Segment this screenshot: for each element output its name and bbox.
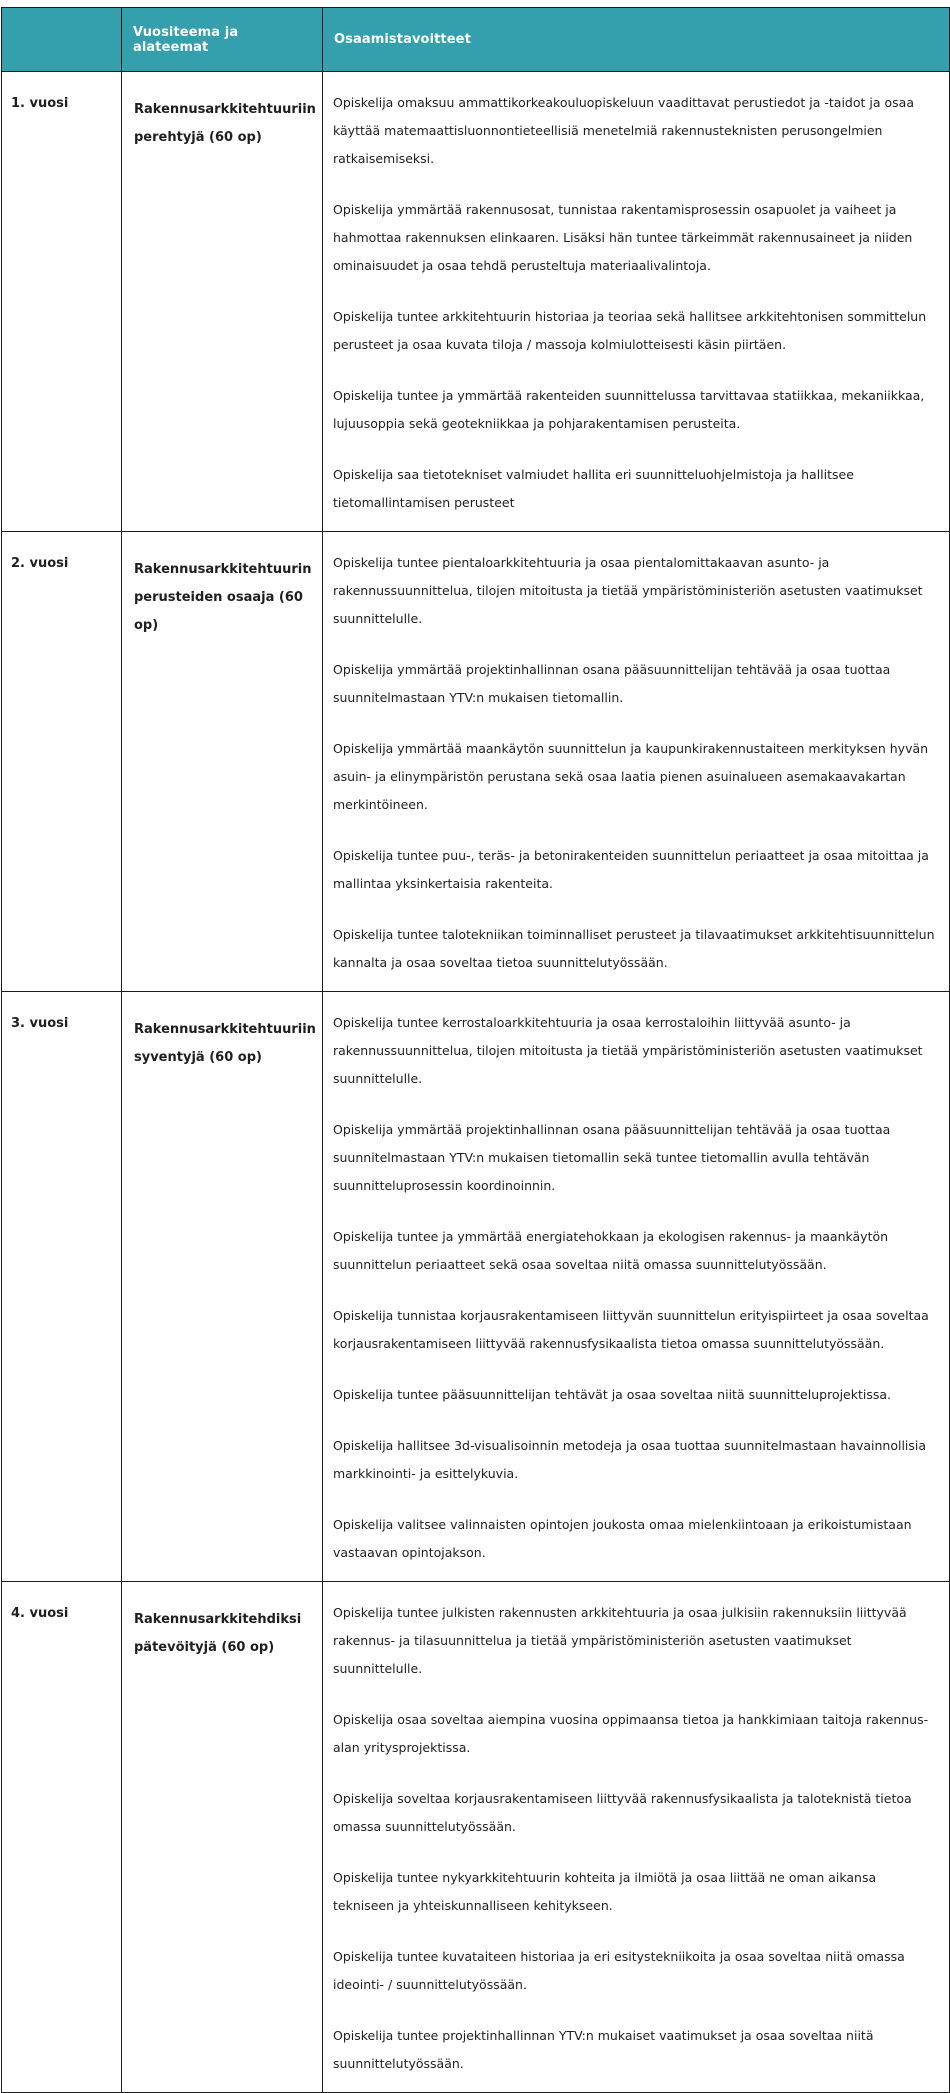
objective-paragraph: Opiskelija saa tietotekniset valmiudet hallita eri suunnitteluohjelmistoja ja hallitsee tietomallintamisen perusteet — [333, 467, 854, 510]
table-row-year-1 — [2, 72, 950, 532]
objective-paragraph: Opiskelija tuntee nykyarkkitehtuurin kohteita ja ilmiötä ja osaa liittää ne oman aikansa tekniseen ja yhteiskunnalliseen kehitykseen. — [333, 1870, 877, 1913]
header-cell-objectives: Osaamistavoitteet — [323, 8, 950, 72]
objective-paragraph: Opiskelija tuntee projektinhallinnan YTV:n mukaiset vaatimukset ja osaa soveltaa niitä suunnittelutyössään. — [333, 2028, 874, 2071]
theme-label: Rakennusarkkitehdiksi pätevöityjä (60 op) — [122, 1582, 323, 2093]
objective-paragraph: Opiskelija tuntee pientaloarkkitehtuuria ja osaa pientalomittakaavan asunto- ja rakennussuunnittelua, tilojen mitoitusta ja tietää ympäristöministeriön asetusten vaatimukset suunnittelulle. — [333, 555, 923, 626]
objective-paragraph: Opiskelija omaksuu ammattikorkeakouluopiskeluun vaadittavat perustiedot ja -taidot ja osaa käyttää matemaattisluonnontieteellisiä menetelmiä rakennusteknisten perusongelmien ratkaisemiseksi. — [333, 95, 914, 166]
year-label: 1. vuosi — [2, 72, 122, 532]
objective-paragraph: Opiskelija osaa soveltaa aiempina vuosina oppimaansa tietoa ja hankkimiaan taitoja rakennus-alan yritysprojektissa. — [333, 1712, 929, 1755]
objective-paragraph: Opiskelija tuntee puu-, teräs- ja betonirakenteiden suunnittelun periaatteet ja osaa mitoittaa ja mallintaa yksinkertaisia rakenteita. — [333, 848, 929, 891]
objective-paragraph: Opiskelija tuntee ja ymmärtää energiatehokkaan ja ekologisen rakennus- ja maankäytön suunnittelun periaatteet sekä osaa soveltaa niitä omassa suunnittelutyössään. — [333, 1229, 889, 1272]
objectives-cell — [323, 992, 950, 1582]
objective-paragraph: Opiskelija tuntee kuvataiteen historiaa ja eri esitystekniikoita ja osaa soveltaa niitä omassa ideointi- / suunnittelutyössään. — [333, 1949, 905, 1992]
theme-label: Rakennusarkkitehtuuriin syventyjä (60 op) — [122, 992, 323, 1582]
table-row-year-4 — [2, 1582, 950, 2093]
curriculum-table — [1, 7, 950, 2093]
objective-paragraph: Opiskelija soveltaa korjausrakentamiseen liittyvää rakennusfysikaalista ja taloteknistä tietoa omassa suunnittelutyössään. — [333, 1791, 912, 1834]
year-label: 2. vuosi — [2, 532, 122, 992]
objective-paragraph: Opiskelija tuntee arkkitehtuurin historiaa ja teoriaa sekä hallitsee arkkitehtonisen sommittelun perusteet ja osaa kuvata tiloja / massoja kolmiulotteisesti käsin piirtäen. — [333, 309, 927, 352]
objectives-cell — [323, 532, 950, 992]
objective-paragraph: Opiskelija ymmärtää maankäytön suunnittelun ja kaupunkirakennustaiteen merkityksen hyvän asuin- ja elinympäristön perustana sekä osaa laatia pienen asuinalueen asemakaavakartan merkintöineen. — [333, 741, 929, 812]
objective-paragraph: Opiskelija tuntee kerrostaloarkkitehtuuria ja osaa kerrostaloihin liittyvää asunto- ja rakennussuunnittelua, tilojen mitoitusta ja tietää ympäristöministeriön asetusten vaatimukset suunnittelulle. — [333, 1015, 923, 1086]
objective-paragraph: Opiskelija ymmärtää projektinhallinnan osana pääsuunnittelijan tehtävää ja osaa tuottaa suunnitelmastaan YTV:n mukaisen tietomallin. — [333, 662, 891, 705]
table-header-row — [2, 8, 950, 72]
objective-paragraph: Opiskelija tuntee julkisten rakennusten arkkitehtuuria ja osaa julkisiin rakennuksiin liittyvää rakennus- ja tilasuunnittelua ja tietää ympäristöministeriön asetusten vaatimukset suunnittelulle. — [333, 1605, 907, 1676]
table-row-year-3 — [2, 992, 950, 1582]
objective-paragraph: Opiskelija tunnistaa korjausrakentamiseen liittyvän suunnittelun erityispiirteet ja osaa soveltaa korjausrakentamiseen liittyvää rakennusfysikaalista tietoa omassa suunnittelutyössään. — [333, 1308, 929, 1351]
objective-paragraph: Opiskelija tuntee pääsuunnittelijan tehtävät ja osaa soveltaa niitä suunnitteluprojektissa. — [333, 1387, 892, 1402]
objectives-cell — [323, 1582, 950, 2093]
objective-paragraph: Opiskelija hallitsee 3d-visualisoinnin metodeja ja osaa tuottaa suunnitelmastaan havainnollisia markkinointi- ja esittelykuvia. — [333, 1438, 927, 1481]
objectives-cell — [323, 72, 950, 532]
theme-label: Rakennusarkkitehtuurin perusteiden osaaja (60 op) — [122, 532, 323, 992]
objective-paragraph: Opiskelija valitsee valinnaisten opintojen joukosta omaa mielenkiintoaan ja erikoistumistaan vastaavan opintojakson. — [333, 1517, 912, 1560]
table-row-year-2 — [2, 532, 950, 992]
header-cell-empty — [2, 8, 122, 72]
theme-label: Rakennusarkkitehtuuriin perehtyjä (60 op) — [122, 72, 323, 532]
objective-paragraph: Opiskelija ymmärtää rakennusosat, tunnistaa rakentamisprosessin osapuolet ja vaiheet ja hahmottaa rakennuksen elinkaaren. Lisäksi hän tuntee tärkeimmät rakennusaineet ja niiden ominaisuudet ja osaa tehdä perusteltuja materiaalivalintoja. — [333, 202, 913, 273]
objective-paragraph: Opiskelija tuntee talotekniikan toiminnalliset perusteet ja tilavaatimukset arkkitehtisuunnittelun kannalta ja osaa soveltaa tietoa suunnittelutyössään. — [333, 927, 935, 970]
objective-paragraph: Opiskelija tuntee ja ymmärtää rakenteiden suunnittelussa tarvittavaa statiikkaa, mekaniikkaa, lujuusoppia sekä geotekniikkaa ja pohjarakentamisen perusteita. — [333, 388, 925, 431]
year-label: 4. vuosi — [2, 1582, 122, 2093]
objective-paragraph: Opiskelija ymmärtää projektinhallinnan osana pääsuunnittelijan tehtävää ja osaa tuottaa suunnitelmastaan YTV:n mukaisen tietomallin sekä tuntee tietomallin avulla tehtävän suunnitteluprosessin koordinoinnin. — [333, 1122, 891, 1193]
year-label: 3. vuosi — [2, 992, 122, 1582]
header-cell-theme: Vuositeema ja alateemat — [122, 8, 323, 72]
